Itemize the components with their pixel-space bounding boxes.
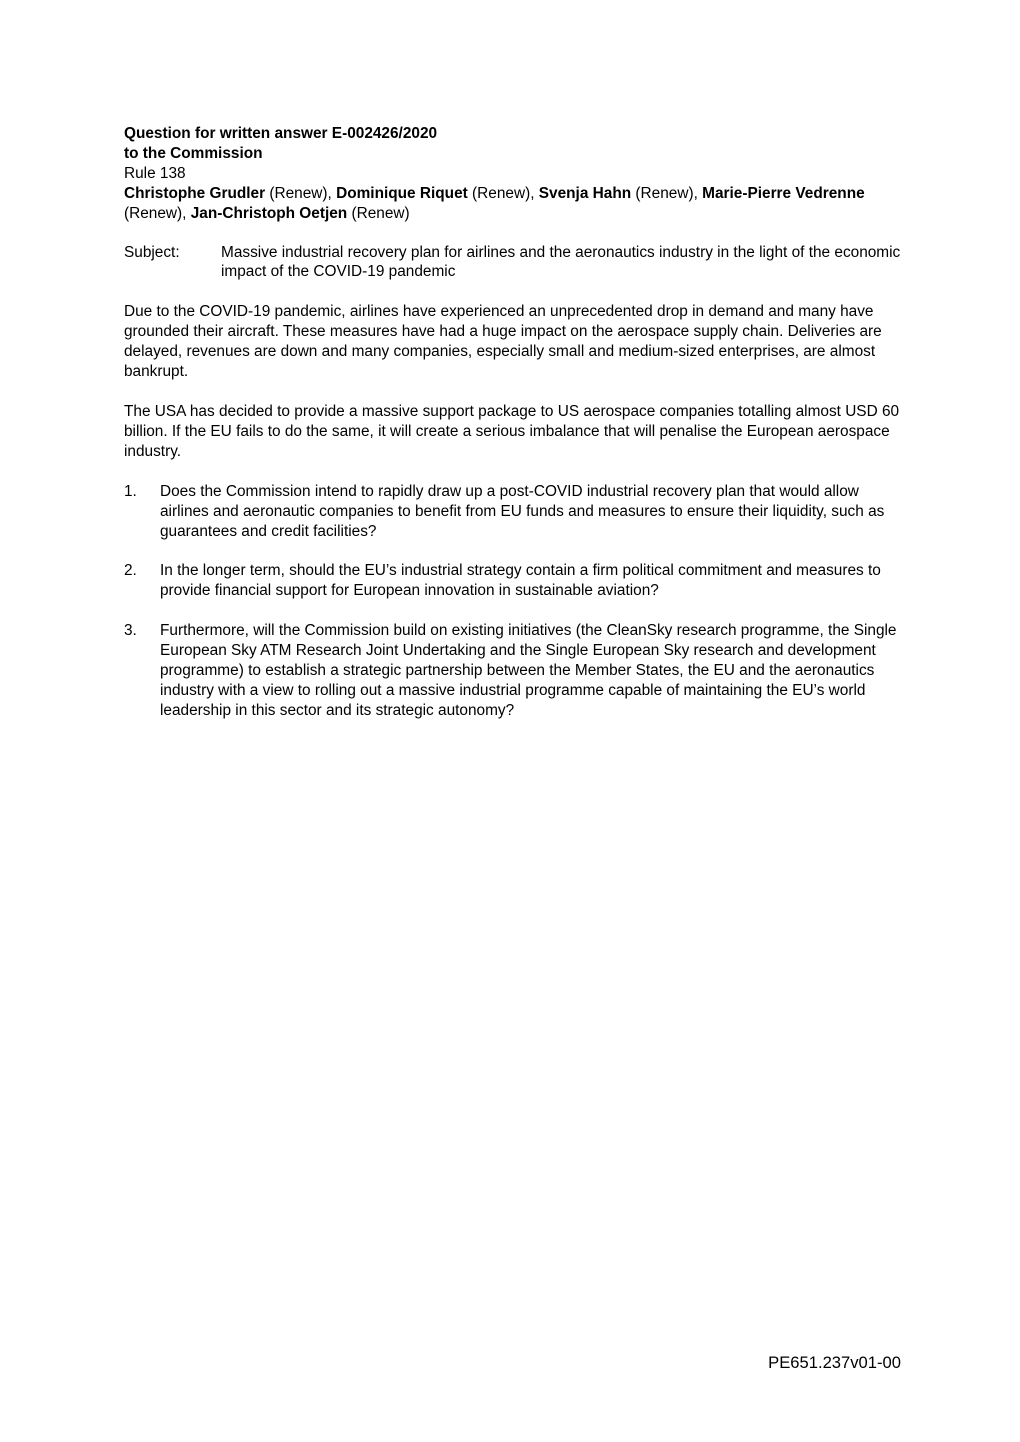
addressee: to the Commission (124, 144, 263, 162)
body-paragraph: Due to the COVID-19 pandemic, airlines have experienced an unprecedented drop in demand and many have grounded their aircraft. These measures have had a huge impact on the aerospace supply chain. Deliveries are delayed, revenues are down and many companies, especially small and medium-sized enterprises, are almost bankrupt. (124, 303, 882, 381)
question-title: Question for written answer E-002426/2020 (124, 125, 438, 142)
subject-text: Massive industrial recovery plan for airlines and the aeronautics industry in the light of the economic impact of the COVID-19 pandemic (221, 243, 901, 281)
document-page (124, 124, 904, 721)
author-name: Dominique Riquet (336, 184, 468, 202)
author-name: Svenja Hahn (538, 184, 632, 202)
author-name: Jan-Christoph Oetjen (190, 204, 348, 222)
question-item (124, 482, 904, 542)
question-text: In the longer term, should the EU’s industrial strategy contain a firm political commitment and measures to provide financial support for European innovation in sustainable aviation? (160, 562, 881, 600)
question-number: 1. (124, 482, 137, 500)
author-group: (Renew), (631, 184, 703, 202)
author-group: (Renew) (347, 204, 410, 222)
author-group: (Renew), (265, 184, 337, 202)
author-group: (Renew), (124, 204, 191, 222)
question-item (124, 561, 904, 601)
subject-label: Subject: (124, 243, 180, 261)
rule-reference: Rule 138 (124, 164, 186, 182)
question-text: Does the Commission intend to rapidly draw up a post-COVID industrial recovery plan that would allow airlines and aeronautic companies to benefit from EU funds and measures to ensure their liquidity, such as guarantees and credit facilities? (160, 482, 885, 540)
document-reference: PE651.237v01-00 (768, 1353, 901, 1372)
subject-block (124, 243, 904, 283)
author-group: (Renew), (467, 184, 539, 202)
question-number: 2. (124, 562, 137, 580)
authors-list (124, 184, 904, 224)
question-number: 3. (124, 622, 137, 640)
author-name: Marie-Pierre Vedrenne (702, 184, 865, 202)
question-item (124, 621, 904, 721)
question-text: Furthermore, will the Commission build on existing initiatives (the CleanSky research programme, the Single European Sky ATM Research Joint Undertaking and the Single European Sky research and development programme) to establish a strategic partnership between the Member States, the EU and the aeronautics industry with a view to rolling out a massive industrial programme capable of maintaining the EU’s world leadership in this sector and its strategic autonomy? (160, 622, 897, 719)
body-paragraph: The USA has decided to provide a massive support package to US aerospace companies totalling almost USD 60 billion. If the EU fails to do the same, it will create a serious imbalance that will penalise the European aerospace industry. (124, 402, 900, 460)
author-name: Christophe Grudler (124, 184, 266, 202)
